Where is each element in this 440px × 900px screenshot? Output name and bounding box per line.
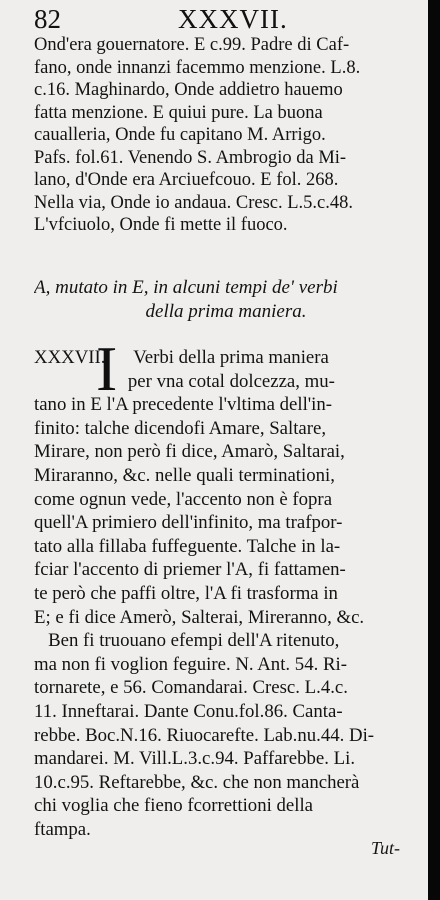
text-line: tornarete, e 56. Comandarai. Cresc. L.4.c. [34,677,348,699]
page-binding-shadow [428,0,440,900]
catchword: Tut- [370,838,400,858]
text-line: te però che paffi oltre, l'A fi trasforma in [34,582,338,604]
drop-cap: I [96,344,118,394]
text-line: Nella via, Onde io andaua. Cresc. L.5.c.48. [34,192,354,213]
text-line: E; e fi dice Amerò, Salterai, Mireranno, &c. [34,606,365,628]
text-line: ftampa. [34,818,91,840]
text-line: tano in E l'A precedente l'vltima dell'in- [34,394,333,416]
text-line: 10.c.95. Reftarebbe, &c. che non mancherà [34,771,360,793]
text-line: come ognun vede, l'accento non è fopra [34,488,333,510]
text-line: fatta menzione. E quiui pure. La buona [34,102,323,123]
text-line: Mirare, non però fi dice, Amarò, Saltarai, [34,441,345,463]
text-line: ma non fi voglion feguire. N. Ant. 54. Ri- [34,653,347,675]
text-line: Ben fi truouano efempi dell'A ritenuto, [34,630,340,652]
page-number: 82 [34,4,61,34]
text-line: mandarei. M. Vill.L.3.c.94. Paffarebbe. Li. [34,748,356,770]
text-line: per vna cotal dolcezza, mu- [34,370,335,392]
section-number: XXXVII. [178,4,288,34]
running-header [34,4,414,34]
text-line: L'vfciuolo, Onde fi mette il fuoco. [34,215,288,235]
text-line: Miraranno, &c. nelle quali terminationi, [34,464,335,486]
text-line: caualleria, Onde fu capitano M. Arrigo. [34,125,326,145]
text-line: Ond'era gouernatore. E c.99. Padre di Caf- [34,35,350,55]
text-line: fciar l'accento di priemer l'A, fi fattamen- [34,559,346,581]
paragraph-continuation [34,34,418,237]
text-line: c.16. Maghinardo, Onde addietro hauemo [34,80,343,100]
section-rubric [34,276,418,324]
text-line: 11. Inneftarai. Dante Conu.fol.86. Canta- [34,700,343,722]
section-body [34,346,418,841]
text-line: quell'A primiero dell'infinito, ma trafpor- [34,512,343,534]
text-line: XXXVII. Verbi della prima maniera [34,347,329,368]
rubric-line: della prima maniera. [145,301,307,322]
text-line: Pafs. fol.61. Venendo S. Ambrogio da Mi- [34,147,347,168]
text-line: tato alla fillaba fuffeguente. Talche in la- [34,535,341,557]
text-line: lano, d'Onde era Arciuefcouo. E fol. 268. [34,170,339,190]
text-line: chi voglia che fieno fcorrettioni della [34,795,313,817]
rubric-line: A, mutato in E, in alcuni tempi de' verbi [34,277,338,298]
text-line: rebbe. Boc.N.16. Riuocarefte. Lab.nu.44. Di- [34,724,375,746]
text-line: fano, onde innanzi facemmo menzione. L.8. [34,57,361,78]
text-line: finito: talche dicendofi Amare, Saltare, [34,417,327,439]
